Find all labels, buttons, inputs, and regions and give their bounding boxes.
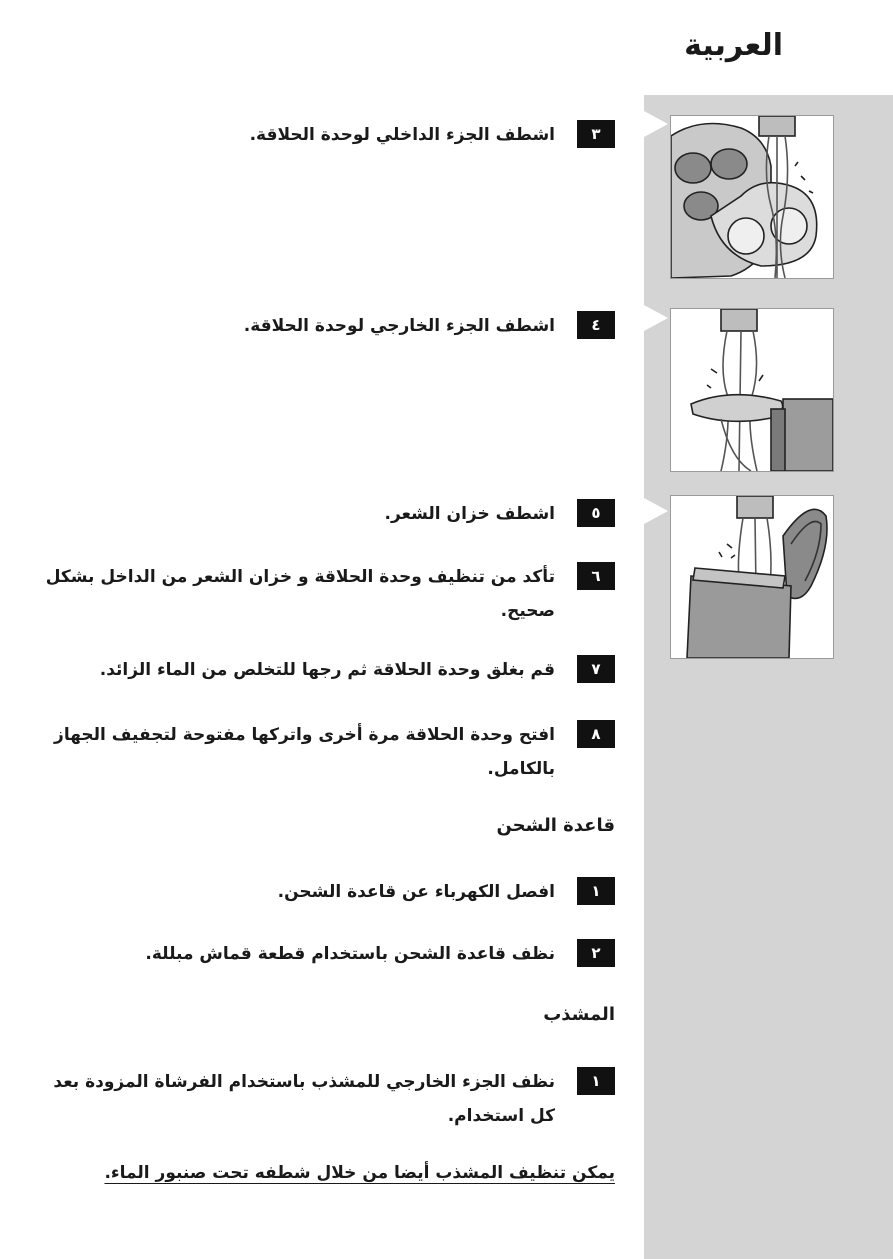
step-text: اشطف خزان الشعر. (384, 504, 555, 524)
step-number-badge: ٦ (577, 562, 615, 590)
step-text: تأكد من تنظيف وحدة الحلاقة و خزان الشعر من الداخل بشكل صحيح. (45, 567, 555, 621)
trimmer-rinse-note: يمكن تنظيف المشذب أيضا من خلال شطفه تحت صنبور الماء. (104, 1163, 615, 1183)
step-5 (45, 497, 615, 531)
charging-step-2 (45, 937, 615, 971)
pointer-arrow-2 (644, 305, 668, 331)
step-number-badge: ٥ (577, 499, 615, 527)
step-number-badge: ١ (577, 1067, 615, 1095)
step-text: اشطف الجزء الخارجي لوحدة الحلاقة. (243, 316, 555, 336)
trimmer-heading: المشذب (543, 1004, 615, 1025)
pointer-arrow-1 (644, 111, 668, 137)
step-text: نظف الجزء الخارجي للمشذب باستخدام الفرشاة المزودة بعد كل استخدام. (53, 1072, 555, 1126)
rinse-hair-chamber-illustration (670, 495, 834, 659)
step-number-badge: ٤ (577, 311, 615, 339)
step-number-badge: ٨ (577, 720, 615, 748)
step-text: افصل الكهرباء عن قاعدة الشحن. (277, 882, 555, 902)
step-text: نظف قاعدة الشحن باستخدام قطعة قماش مبللة. (145, 944, 555, 964)
step-text: قم بغلق وحدة الحلاقة ثم رجها للتخلص من الماء الزائد. (99, 660, 555, 680)
step-3 (45, 118, 615, 152)
step-7 (45, 653, 615, 687)
charging-stand-heading: قاعدة الشحن (496, 815, 615, 836)
step-number-badge: ٣ (577, 120, 615, 148)
rinse-outer-illustration (670, 308, 834, 472)
step-4 (45, 309, 615, 343)
step-number-badge: ٢ (577, 939, 615, 967)
step-text: افتح وحدة الحلاقة مرة أخرى واتركها مفتوحة لتجفيف الجهاز بالكامل. (54, 725, 555, 779)
rinse-inner-illustration (670, 115, 834, 279)
step-text: اشطف الجزء الداخلي لوحدة الحلاقة. (249, 125, 555, 145)
pointer-arrow-3 (644, 498, 668, 524)
step-8 (45, 718, 615, 786)
step-number-badge: ١ (577, 877, 615, 905)
charging-step-1 (45, 875, 615, 909)
trimmer-step-1 (45, 1065, 615, 1133)
step-6 (45, 560, 615, 628)
step-number-badge: ٧ (577, 655, 615, 683)
page-language-title: العربية (684, 28, 783, 63)
